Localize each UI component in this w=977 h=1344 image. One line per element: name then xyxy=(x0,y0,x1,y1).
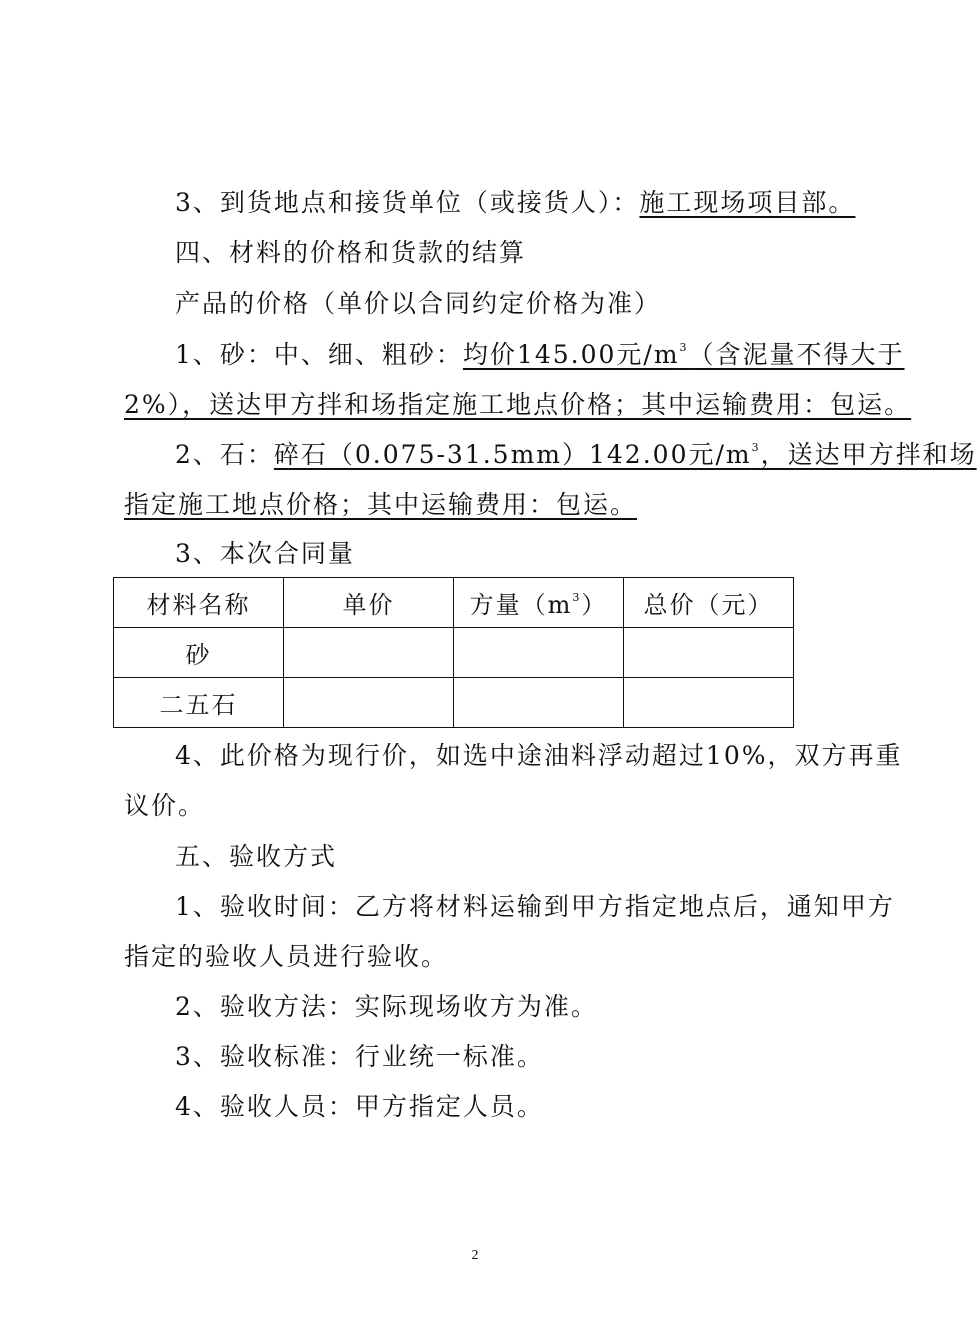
paragraph-acceptance-method: 2、验收方法：实际现场收方为准。 xyxy=(175,992,598,1021)
quantity-table xyxy=(113,577,794,728)
section-heading-price-settlement: 四、材料的价格和货款的结算 xyxy=(175,238,527,267)
paragraph-sand-price xyxy=(175,339,905,371)
table-row xyxy=(114,628,794,678)
paragraph-product-price: 产品的价格（单价以合同约定价格为准） xyxy=(175,289,662,318)
paragraph-acceptance-standard: 3、验收标准：行业统一标准。 xyxy=(175,1042,544,1071)
table-header-row xyxy=(114,578,794,628)
header-unit-price: 单价 xyxy=(284,578,454,628)
paragraph-delivery-location xyxy=(175,187,855,219)
cell-total-price xyxy=(624,628,794,678)
paragraph-price-adjustment: 4、此价格为现行价，如选中途油料浮动超过10%，双方再重 xyxy=(175,741,903,770)
header-volume-text: 方量（m xyxy=(469,591,573,619)
paragraph-acceptance-personnel: 4、验收人员：甲方指定人员。 xyxy=(175,1092,544,1121)
header-material-name: 材料名称 xyxy=(114,578,284,628)
cell-unit-price xyxy=(284,628,454,678)
header-volume-sup: 3 xyxy=(572,591,582,604)
sand-price-text: 均价145.00元/m xyxy=(462,340,680,369)
sand-price-unit-sup: 3 xyxy=(679,341,689,354)
stone-price-unit-sup: 3 xyxy=(751,441,761,454)
stone-price-note: ，送达甲方拌和场 xyxy=(760,440,977,469)
paragraph-sand-price-cont xyxy=(124,389,911,421)
header-volume xyxy=(454,578,624,628)
cell-material-name: 二五石 xyxy=(114,678,284,728)
paragraph-acceptance-time: 1、验收时间：乙方将材料运输到甲方指定地点后，通知甲方 xyxy=(175,892,895,921)
sand-price-cont-text: 2%），送达甲方拌和场指定施工地点价格；其中运输费用：包运。 xyxy=(124,390,912,419)
paragraph-price-adjustment-cont: 议价。 xyxy=(124,791,206,820)
cell-material-name: 砂 xyxy=(114,628,284,678)
cell-volume xyxy=(454,678,624,728)
delivery-value: 施工现场项目部。 xyxy=(639,188,856,217)
sand-price-note: （含泥量不得大于 xyxy=(688,340,905,369)
header-total-price: 总价（元） xyxy=(624,578,794,628)
stone-label: 2、石： xyxy=(175,440,274,469)
header-volume-close: ） xyxy=(581,591,608,619)
section-heading-acceptance: 五、验收方式 xyxy=(175,842,338,871)
stone-price-value xyxy=(274,440,977,469)
delivery-label: 3、到货地点和接货单位（或接货人）： xyxy=(175,188,640,217)
paragraph-stone-price-cont xyxy=(124,489,637,521)
paragraph-contract-quantity: 3、本次合同量 xyxy=(175,539,355,568)
stone-price-text: 碎石（0.075-31.5mm）142.00元/m xyxy=(273,440,752,469)
stone-price-cont-text: 指定施工地点价格；其中运输费用：包运。 xyxy=(124,490,638,519)
paragraph-stone-price xyxy=(175,439,977,471)
table-row xyxy=(114,678,794,728)
sand-price-value xyxy=(463,340,905,369)
page-number: 2 xyxy=(471,1248,479,1263)
cell-volume xyxy=(454,628,624,678)
sand-label: 1、砂：中、细、粗砂： xyxy=(175,340,463,369)
paragraph-acceptance-time-cont: 指定的验收人员进行验收。 xyxy=(124,942,449,971)
cell-total-price xyxy=(624,678,794,728)
cell-unit-price xyxy=(284,678,454,728)
